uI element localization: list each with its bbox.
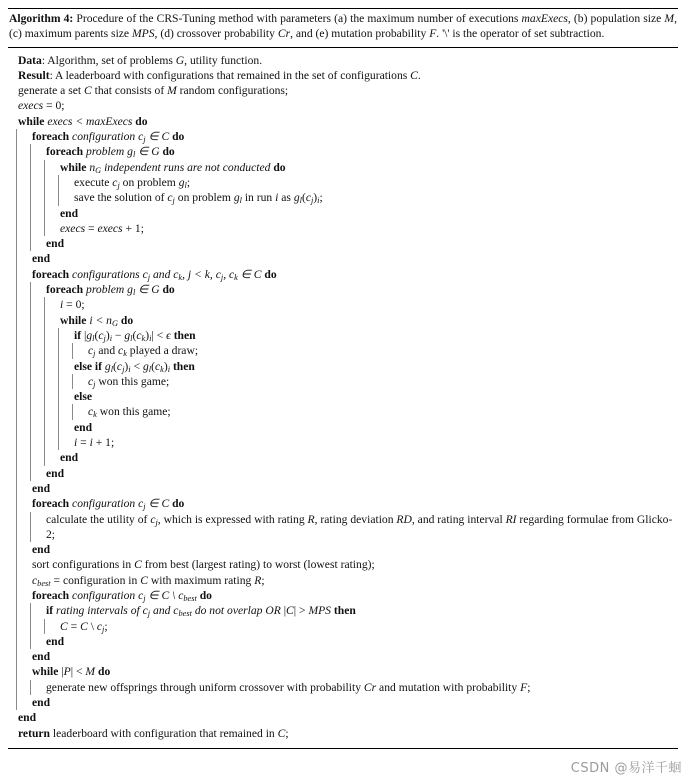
indent-rule	[16, 175, 30, 190]
indent-rule	[30, 343, 44, 358]
indent-rule	[44, 328, 58, 343]
algo-line	[16, 404, 678, 419]
algo-line-text: end	[60, 451, 79, 465]
algo-line-text: else if $g_l(c_j)_i < g_l(c_k)_i$ then	[74, 359, 195, 374]
indent-rule	[16, 389, 30, 404]
indent-rule	[30, 404, 44, 419]
algo-line	[16, 389, 678, 404]
algo-line	[16, 251, 678, 266]
indent-rule	[30, 236, 44, 251]
indent-rule	[44, 175, 58, 190]
indent-rule	[16, 557, 30, 572]
algo-line-text: foreach configurations $c_j$ and $c_k$, j < k, $c_j$, $c_k$ ∈ C do	[32, 267, 277, 282]
algo-line-text: Data: Algorithm, set of problems G, utility function.	[18, 53, 263, 67]
indent-rule	[30, 282, 44, 297]
algo-line-text: end	[32, 543, 51, 557]
indent-rule	[16, 603, 30, 618]
indent-rule	[44, 206, 58, 221]
algo-line-text: $c_j$ and $c_k$ played a draw;	[88, 344, 199, 359]
indent-rule	[30, 297, 44, 312]
algo-line	[16, 282, 678, 297]
algo-line	[16, 664, 678, 679]
indent-rule	[58, 404, 72, 419]
algo-line	[16, 619, 678, 634]
algo-line-text: execs = execs + 1;	[60, 221, 144, 235]
indent-rule	[44, 160, 58, 175]
algo-line-text: execs = 0;	[18, 99, 65, 113]
indent-rule	[44, 221, 58, 236]
indent-rule	[58, 175, 72, 190]
algo-line	[16, 466, 678, 481]
indent-rule	[16, 267, 30, 282]
indent-rule	[16, 420, 30, 435]
algo-line	[16, 114, 678, 129]
indent-rule	[72, 374, 86, 389]
algo-line-text: save the solution of $c_j$ on problem $g_l$ in run i as $g_l(c_j)_i$;	[74, 191, 323, 206]
algo-line-text: generate new offsprings through uniform crossover with probability Cr and mutation with probability F;	[46, 680, 531, 694]
indent-rule	[30, 450, 44, 465]
indent-rule	[58, 190, 72, 205]
indent-rule	[30, 190, 44, 205]
algo-line-text: while $i < n_G$ do	[60, 313, 134, 328]
algo-line	[16, 435, 678, 450]
indent-rule	[44, 297, 58, 312]
indent-rule	[16, 328, 30, 343]
algo-line	[16, 297, 678, 312]
indent-rule	[16, 297, 30, 312]
indent-rule	[44, 420, 58, 435]
algo-line	[16, 98, 678, 113]
algo-line-text: i = 0;	[60, 298, 85, 312]
indent-rule	[44, 619, 58, 634]
indent-rule	[44, 374, 58, 389]
algo-line-text: end	[46, 237, 65, 251]
algo-line	[16, 649, 678, 664]
algo-line-text: end	[32, 252, 51, 266]
indent-rule	[16, 450, 30, 465]
algo-line	[16, 206, 678, 221]
indent-rule	[16, 160, 30, 175]
indent-rule	[44, 389, 58, 404]
algo-line	[16, 710, 678, 725]
indent-rule	[30, 389, 44, 404]
algorithm-body	[8, 48, 678, 748]
indent-rule	[58, 420, 72, 435]
indent-rule	[30, 603, 44, 618]
indent-rule	[30, 680, 44, 695]
indent-rule	[58, 343, 72, 358]
indent-rule	[30, 435, 44, 450]
algo-line	[16, 328, 678, 343]
algo-line-text: end	[18, 711, 37, 725]
indent-rule	[16, 144, 30, 159]
indent-rule	[30, 359, 44, 374]
bottom-rule	[8, 748, 678, 749]
indent-rule	[58, 389, 72, 404]
algo-line	[16, 450, 678, 465]
indent-rule	[44, 313, 58, 328]
indent-rule	[30, 328, 44, 343]
indent-rule	[16, 680, 30, 695]
algo-line	[16, 313, 678, 328]
algo-line	[16, 420, 678, 435]
indent-rule	[16, 512, 30, 543]
algo-line-text: end	[32, 481, 51, 495]
algo-line-text: if rating intervals of $c_j$ and $c_{best}$ do not overlap OR |C| > MPS then	[46, 604, 356, 619]
watermark: CSDN @易洋千蛔	[570, 761, 682, 776]
algo-line	[16, 267, 678, 282]
algo-line-text: foreach configuration $c_j$ ∈ C \ $c_{best}$ do	[32, 588, 212, 603]
algo-line	[16, 83, 678, 98]
algo-line	[16, 221, 678, 236]
indent-rule	[72, 343, 86, 358]
indent-rule	[30, 374, 44, 389]
algo-line-text: while execs < maxExecs do	[18, 114, 148, 128]
indent-rule	[16, 359, 30, 374]
algo-line-text: if $|g_l(c_j)_i - g_l(c_k)_i| < \epsilon$ then	[74, 328, 196, 343]
algo-line	[16, 343, 678, 358]
algo-line	[16, 634, 678, 649]
algo-line-text: calculate the utility of $c_j$, which is expressed with rating R, rating deviation RD, and rating interval RI regarding formulae from Glicko-2;	[46, 512, 673, 541]
indent-rule	[58, 435, 72, 450]
algo-line	[16, 481, 678, 496]
indent-rule	[44, 190, 58, 205]
indent-rule	[30, 160, 44, 175]
indent-rule	[16, 496, 30, 511]
indent-rule	[16, 695, 30, 710]
indent-rule	[16, 374, 30, 389]
algo-line-text: foreach problem $g_l$ ∈ G do	[46, 283, 175, 297]
algo-line-text: execute $c_j$ on problem $g_l$;	[74, 175, 191, 190]
algorithm-caption: Algorithm 4: Procedure of the CRS-Tuning method with parameters (a) the maximum number of executions maxExecs, (b) population size M, (c) maximum parents size MPS, (d) crossover probability Cr, and (e) mutation probability F. '\' is the operator of set subtraction.	[9, 12, 677, 40]
indent-rule	[44, 435, 58, 450]
algo-line	[16, 542, 678, 557]
indent-rule	[58, 359, 72, 374]
indent-rule	[72, 404, 86, 419]
indent-rule	[16, 251, 30, 266]
algo-line	[16, 190, 678, 205]
indent-rule	[58, 374, 72, 389]
algo-line-text: C = C \ $c_j$;	[60, 619, 108, 634]
algo-line	[16, 726, 678, 741]
indent-rule	[16, 404, 30, 419]
indent-rule	[30, 221, 44, 236]
algo-line	[16, 359, 678, 374]
algo-line	[16, 68, 678, 83]
indent-rule	[30, 313, 44, 328]
algo-line-text: foreach problem $g_l$ ∈ G do	[46, 145, 175, 160]
indent-rule	[30, 466, 44, 481]
algo-line-text: $c_j$ won this game;	[88, 374, 170, 389]
algo-line-text: Result: A leaderboard with configurations that remained in the set of configurations C.	[18, 68, 421, 82]
algo-line	[16, 175, 678, 190]
indent-rule	[16, 206, 30, 221]
algo-line-text: $c_k$ won this game;	[88, 405, 171, 420]
algo-line-text: foreach configuration $c_j$ ∈ C do	[32, 130, 185, 144]
indent-rule	[44, 450, 58, 465]
indent-rule	[16, 129, 30, 144]
algo-line	[16, 129, 678, 144]
indent-rule	[16, 649, 30, 664]
indent-rule	[16, 236, 30, 251]
algo-line-text: i = i + 1;	[74, 436, 115, 450]
algo-line	[16, 53, 678, 68]
indent-rule	[44, 404, 58, 419]
algo-line	[16, 374, 678, 389]
algo-line	[16, 160, 678, 175]
indent-rule	[16, 343, 30, 358]
algo-line	[16, 236, 678, 251]
algo-line-text: end	[46, 466, 65, 480]
algo-line	[16, 496, 678, 511]
algo-line-text: sort configurations in C from best (largest rating) to worst (lowest rating);	[32, 558, 375, 572]
algo-line-text: end	[32, 696, 51, 710]
algorithm-figure	[8, 8, 678, 749]
algo-line	[16, 680, 678, 695]
algo-line-text: generate a set C that consists of M random configurations;	[18, 84, 289, 98]
indent-rule	[30, 420, 44, 435]
algo-line	[16, 695, 678, 710]
indent-rule	[16, 190, 30, 205]
algo-line-text: end	[74, 420, 93, 434]
algo-line-text: end	[60, 206, 79, 220]
indent-rule	[30, 512, 44, 543]
algo-line	[16, 573, 678, 588]
algo-line	[16, 588, 678, 603]
indent-rule	[16, 634, 30, 649]
indent-rule	[44, 343, 58, 358]
algo-line-text: return leaderboard with configuration that remained in C;	[18, 726, 289, 740]
indent-rule	[16, 466, 30, 481]
algo-line	[16, 603, 678, 618]
indent-rule	[30, 634, 44, 649]
algo-line	[16, 144, 678, 159]
indent-rule	[16, 313, 30, 328]
algo-line-text: while $n_G$ independent runs are not conducted do	[60, 160, 286, 175]
algo-line-text: end	[32, 650, 51, 664]
algo-line	[16, 557, 678, 572]
indent-rule	[16, 435, 30, 450]
indent-rule	[16, 542, 30, 557]
indent-rule	[16, 221, 30, 236]
indent-rule	[16, 588, 30, 603]
indent-rule	[16, 664, 30, 679]
indent-rule	[16, 481, 30, 496]
algo-line-text: while |P| < M do	[32, 665, 111, 679]
algo-line	[16, 512, 678, 543]
algo-line-text: end	[46, 634, 65, 648]
indent-rule	[16, 282, 30, 297]
indent-rule	[58, 328, 72, 343]
algo-line-text: $c_{best}$ = configuration in C with maximum rating R;	[32, 573, 265, 588]
indent-rule	[30, 175, 44, 190]
indent-rule	[16, 573, 30, 588]
indent-rule	[30, 144, 44, 159]
algo-line-text: foreach configuration $c_j$ ∈ C do	[32, 497, 185, 512]
indent-rule	[30, 619, 44, 634]
indent-rule	[30, 206, 44, 221]
indent-rule	[44, 359, 58, 374]
indent-rule	[16, 619, 30, 634]
algo-line-text: else	[74, 390, 93, 404]
